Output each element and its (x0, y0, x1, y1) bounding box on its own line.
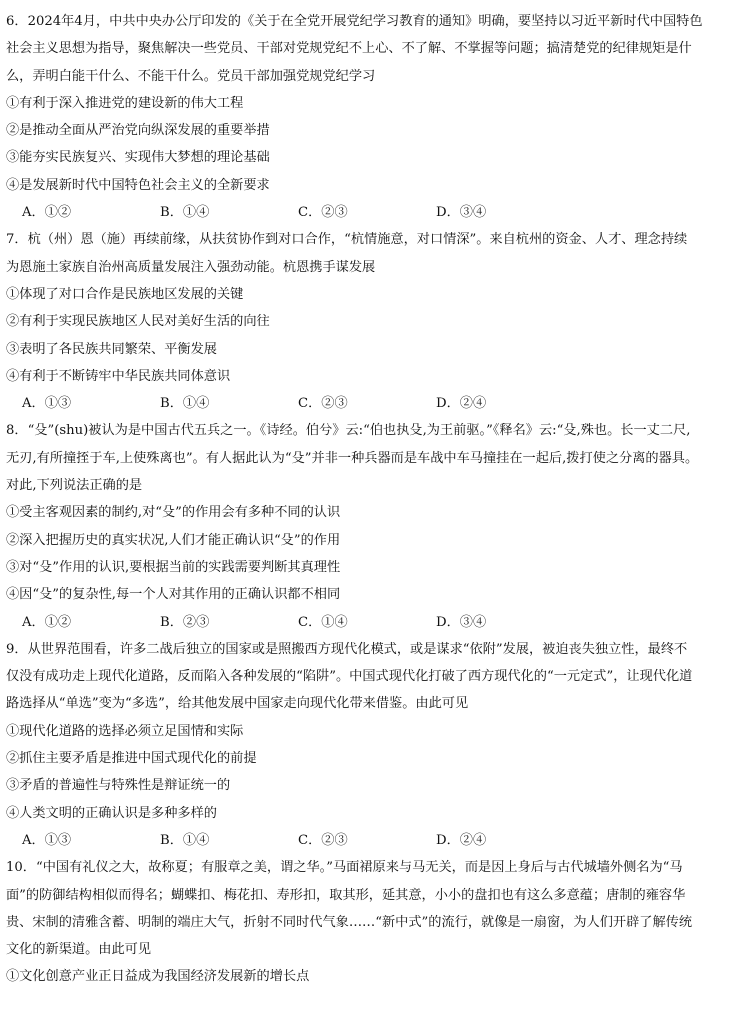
question-line: ④因“殳”的复杂性,每一个人对其作用的正确认识都不相同 (6, 587, 341, 603)
question-line: ③能夯实民族复兴、实现伟大梦想的理论基础 (6, 150, 270, 166)
question-line: ①现代化道路的选择必须立足国情和实际 (6, 723, 244, 739)
question-stem: 8．“殳”(shu)被认为是中国古代五兵之一。《诗经。伯兮》云:“伯也执殳,为王前驱。”《释名》云:“殳,殊也。长一丈二尺, (6, 423, 691, 439)
question-line: ③对“殳”作用的认识,要根据当前的实践需要判断其真理性 (6, 559, 341, 575)
question-line: ②是推动全面从严治党向纵深发展的重要举措 (6, 123, 270, 139)
answer-options (6, 390, 728, 417)
answer-option-d[interactable]: D．②④ (436, 396, 487, 412)
question-line: 文化的新渠道。由此可见 (6, 942, 152, 958)
question-stem: 10．“中国有礼仪之大，故称夏；有服章之美，谓之华。”马面裙原来与马无关，而是因上身后与古代城墙外侧名为“马 (6, 860, 683, 876)
answer-option-a[interactable]: A．①② (22, 614, 72, 630)
answer-options (6, 827, 728, 854)
question-line: 为恩施土家族自治州高质量发展注入强劲动能。杭恩携手谋发展 (6, 259, 376, 275)
answer-option-b[interactable]: B．①④ (160, 832, 210, 848)
answer-option-c[interactable]: C．①④ (298, 614, 348, 630)
question-line: ①文化创意产业正日益成为我国经济发展新的增长点 (6, 969, 310, 985)
question-stem: 6．2024年4月，中共中央办公厅印发的《关于在全党开展党纪学习教育的通知》明确，要坚持以习近平新时代中国特色 (6, 14, 703, 29)
question-stem: 7．杭（州）恩（施）再续前缘，从扶贫协作到对口合作，“杭情施意，对口情深”。来自杭州的资金、人才、理念持续 (6, 232, 688, 248)
question-line: ④人类文明的正确认识是多种多样的 (6, 805, 217, 821)
question-2 (6, 226, 728, 417)
question-line: ①受主客观因素的制约,对“殳”的作用会有多种不同的认识 (6, 505, 341, 521)
answer-option-d[interactable]: D．③④ (436, 205, 487, 221)
question-3 (6, 417, 728, 635)
answer-option-c[interactable]: C．②③ (298, 832, 348, 848)
answer-option-b[interactable]: B．②③ (160, 614, 210, 630)
answer-option-c[interactable]: C．②③ (298, 396, 348, 412)
question-line: 贵、宋制的清雅含蓄、明制的端庄大气，折射不同时代气象……“新中式”的流行，就像是一扇窗，为人们开辟了解传统 (6, 914, 693, 930)
question-stem: 9．从世界范围看，许多二战后独立的国家或是照搬西方现代化模式，或是谋求“依附”发展，被迫丧失独立性，最终不 (6, 641, 688, 657)
question-line: 面”的防御结构相似而得名；蝴蝶扣、梅花扣、寿形扣，取其形，延其意，小小的盘扣也有这么多意蕴；唐制的雍容华 (6, 887, 686, 903)
question-line: 路选择从“单选”变为“多选”，给其他发展中国家走向现代化带来借鉴。由此可见 (6, 696, 469, 712)
exam-page (6, 8, 728, 991)
question-line: ④有利于不断铸牢中华民族共同体意识 (6, 368, 231, 384)
question-line: ③表明了各民族共同繁荣、平衡发展 (6, 341, 217, 357)
question-line: 么，弄明白能干什么、不能干什么。党员干部加强党规党纪学习 (6, 68, 376, 84)
question-line: ①有利于深入推进党的建设新的伟大工程 (6, 95, 244, 111)
question-line: ②有利于实现民族地区人民对美好生活的向往 (6, 314, 270, 330)
answer-option-d[interactable]: D．③④ (436, 614, 487, 630)
question-line: 仅没有成功走上现代化道路，反而陷入各种发展的“陷阱”。中国式现代化打破了西方现代化的“一元定式”，让现代化道 (6, 669, 693, 685)
question-line: ①体现了对口合作是民族地区发展的关键 (6, 286, 244, 302)
question-line: 无刃,有所撞挃于车,上使殊离也”。有人据此认为“殳”并非一种兵器而是车战中车马撞挂在一起后,拨打使之分离的器具。 (6, 450, 699, 466)
question-line: ②抓住主要矛盾是推进中国式现代化的前提 (6, 751, 257, 767)
question-line: ④是发展新时代中国特色社会主义的全新要求 (6, 177, 270, 193)
question-line: ③矛盾的普遍性与特殊性是辩证统一的 (6, 778, 231, 794)
question-5 (6, 854, 728, 990)
answer-option-b[interactable]: B．①④ (160, 205, 210, 221)
question-line: 社会主义思想为指导，聚焦解决一些党员、干部对党规党纪不上心、不了解、不掌握等问题；搞清楚党的纪律规矩是什 (6, 41, 692, 57)
answer-option-a[interactable]: A．①② (22, 205, 72, 221)
question-1 (6, 8, 728, 226)
answer-option-c[interactable]: C．②③ (298, 205, 348, 221)
question-4 (6, 636, 728, 854)
answer-option-d[interactable]: D．②④ (436, 832, 487, 848)
answer-option-b[interactable]: B．①④ (160, 396, 210, 412)
question-line: 对此,下列说法正确的是 (6, 478, 143, 494)
question-line: ②深入把握历史的真实状况,人们才能正确认识“殳”的作用 (6, 532, 341, 548)
answer-option-a[interactable]: A．①③ (22, 832, 72, 848)
answer-options (6, 199, 728, 226)
answer-option-a[interactable]: A．①③ (22, 396, 72, 412)
answer-options (6, 609, 728, 636)
